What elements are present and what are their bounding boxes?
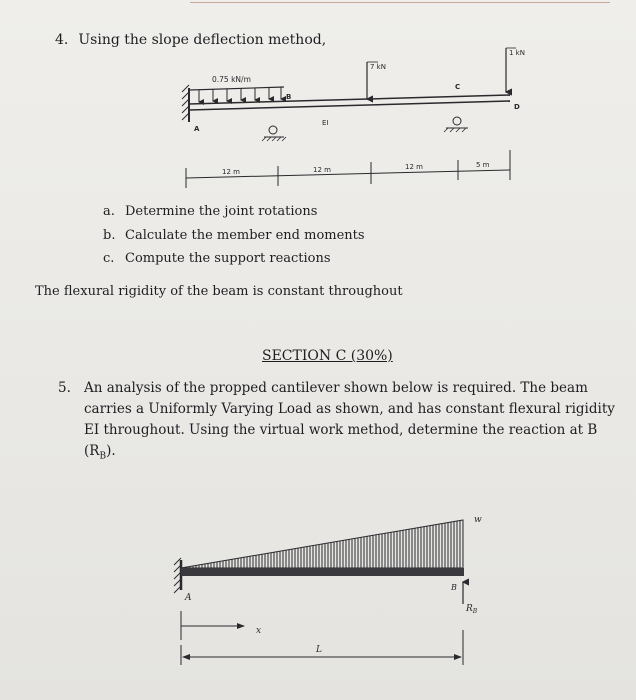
length-l-label: L bbox=[316, 645, 322, 655]
span-ab-label: 12 m bbox=[222, 168, 240, 176]
question-4-number: 4. bbox=[55, 32, 69, 48]
node-a-q5-label: A bbox=[185, 593, 192, 603]
reaction-sub: B bbox=[472, 608, 478, 615]
node-b-q5-label: B bbox=[451, 583, 457, 592]
span-cd-label: 5 m bbox=[476, 161, 490, 169]
subpart-c-letter: c. bbox=[103, 251, 115, 266]
point-load-1kn-label: 1 kN bbox=[509, 49, 525, 57]
x-label: x bbox=[256, 626, 262, 636]
question-5-sub: B bbox=[99, 451, 107, 462]
uvl-load bbox=[181, 520, 463, 568]
reaction-rb-label bbox=[465, 604, 478, 615]
subpart-b-letter: b. bbox=[103, 228, 116, 243]
question-5-end: ). bbox=[106, 443, 116, 459]
question-5-body: An analysis of the propped cantilever shown below is required. The beam carries a Uniformly Varying Load as shown, and has constant flexural rigidity EI throughout. Using the virtual work method, determine the reaction at B (R bbox=[84, 380, 615, 459]
ei-label: EI bbox=[322, 119, 329, 127]
subpart-a-text: Determine the joint rotations bbox=[125, 204, 318, 219]
load-w-label: w bbox=[474, 515, 482, 525]
udl-label: 0.75 kN/m bbox=[212, 75, 251, 84]
node-a-label: A bbox=[194, 125, 200, 133]
span-mid-c-label: 12 m bbox=[405, 163, 423, 171]
x-arrow bbox=[181, 611, 244, 640]
length-dimension bbox=[181, 630, 463, 665]
node-c-label: C bbox=[455, 83, 461, 91]
subpart-a-letter: a. bbox=[103, 204, 115, 219]
beam-ab-q5 bbox=[181, 568, 464, 576]
point-load-7kn-label: 7 kN bbox=[370, 63, 386, 71]
section-c-heading: SECTION C (30%) bbox=[262, 348, 393, 364]
question-5-number: 5. bbox=[58, 380, 71, 396]
fixed-support-a-q5 bbox=[174, 558, 181, 593]
subpart-c-text: Compute the support reactions bbox=[125, 251, 331, 266]
flexural-rigidity-note: The flexural rigidity of the beam is constant throughout bbox=[35, 284, 403, 299]
node-b-label: B bbox=[286, 93, 292, 101]
subpart-b-text: Calculate the member end moments bbox=[125, 228, 365, 243]
span-b-mid-label: 12 m bbox=[313, 166, 331, 174]
reaction-r: R bbox=[466, 604, 473, 614]
node-d-label: D bbox=[514, 103, 520, 111]
question-4-title: Using the slope deflection method, bbox=[78, 32, 327, 48]
